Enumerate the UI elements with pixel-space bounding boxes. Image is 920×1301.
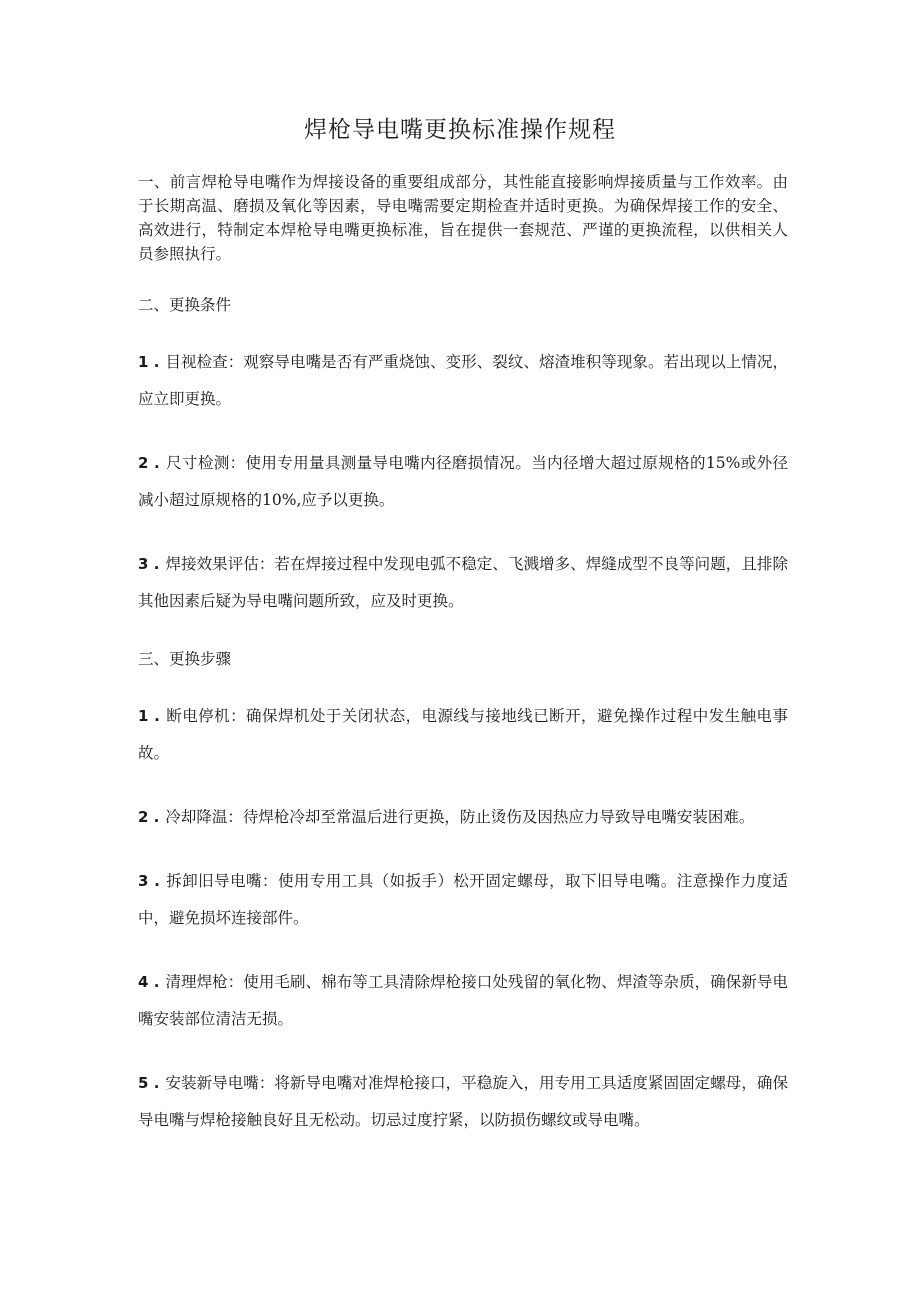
item-number: 2 . xyxy=(138,454,160,472)
item-text: 尺寸检测：使用专用量具测量导电嘴内径磨损情况。当内径增大超过原规格的15%或外径减小超过原规格的10%,应予以更换。 xyxy=(138,454,788,509)
item-number: 2 . xyxy=(138,808,160,826)
step-item xyxy=(138,799,788,836)
item-number: 5 . xyxy=(138,1074,160,1092)
item-number: 1 . xyxy=(138,353,160,371)
document-title: 焊枪导电嘴更换标准操作规程 xyxy=(304,117,616,143)
document-body xyxy=(138,170,788,1166)
item-text: 拆卸旧导电嘴：使用专用工具（如扳手）松开固定螺母，取下旧导电嘴。注意操作力度适中，避免损坏连接部件。 xyxy=(138,872,788,927)
item-text: 冷却降温：待焊枪冷却至常温后进行更换，防止烫伤及因热应力导致导电嘴安装困难。 xyxy=(165,808,755,826)
step-item xyxy=(138,964,788,1038)
item-number: 4 . xyxy=(138,973,160,991)
section-heading-steps: 三、更换步骤 xyxy=(138,650,232,668)
item-number: 3 . xyxy=(138,555,160,573)
item-text: 目视检查：观察导电嘴是否有严重烧蚀、变形、裂纹、熔渣堆积等现象。若出现以上情况，应立即更换。 xyxy=(138,353,788,408)
intro-paragraph: 一、前言焊枪导电嘴作为焊接设备的重要组成部分，其性能直接影响焊接质量与工作效率。由于长期高温、磨损及氧化等因素，导电嘴需要定期检查并适时更换。为确保焊接工作的安全、高效进行，特制定本焊枪导电嘴更换标准，旨在提供一套规范、严谨的更换流程，以供相关人员参照执行。 xyxy=(138,173,788,263)
condition-item xyxy=(138,445,788,519)
item-text: 焊接效果评估：若在焊接过程中发现电弧不稳定、飞溅增多、焊缝成型不良等问题，且排除其他因素后疑为导电嘴问题所致，应及时更换。 xyxy=(138,555,788,610)
section-heading-conditions: 二、更换条件 xyxy=(138,296,232,314)
item-text: 安装新导电嘴：将新导电嘴对准焊枪接口，平稳旋入，用专用工具适度紧固固定螺母，确保导电嘴与焊枪接触良好且无松动。切忌过度拧紧，以防损伤螺纹或导电嘴。 xyxy=(138,1074,788,1129)
item-number: 1 . xyxy=(138,707,160,725)
condition-item xyxy=(138,546,788,620)
item-text: 清理焊枪：使用毛刷、棉布等工具清除焊枪接口处残留的氧化物、焊渣等杂质，确保新导电嘴安装部位清洁无损。 xyxy=(138,973,788,1028)
item-text: 断电停机：确保焊机处于关闭状态，电源线与接地线已断开，避免操作过程中发生触电事故。 xyxy=(138,707,788,762)
step-item xyxy=(138,1065,788,1139)
step-item xyxy=(138,863,788,937)
condition-item xyxy=(138,344,788,418)
step-item xyxy=(138,698,788,772)
item-number: 3 . xyxy=(138,872,160,890)
